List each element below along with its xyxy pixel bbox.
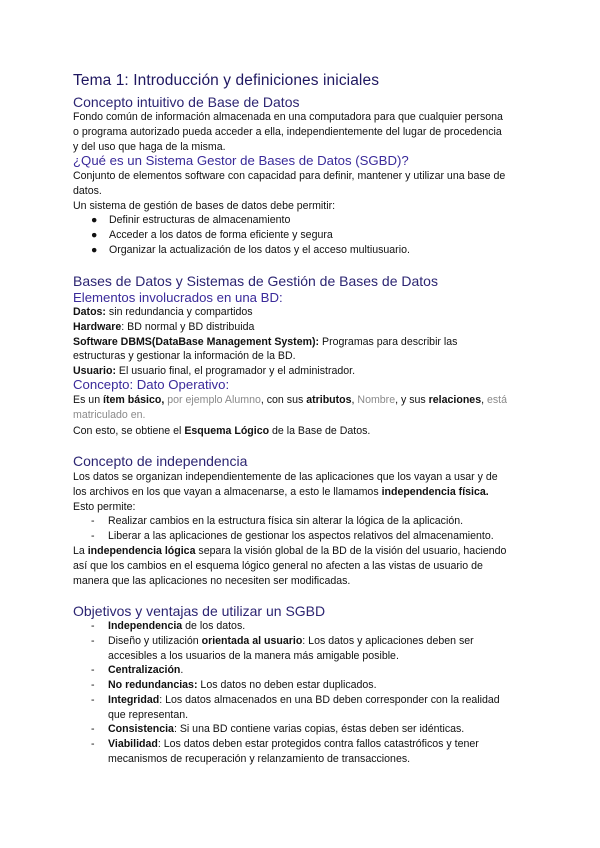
text-line: Es un ítem básico, por ejemplo Alumno, con sus atributos, Nombre, y sus relaciones, está xyxy=(73,394,508,406)
heading-independencia: Concepto de independencia xyxy=(73,453,248,469)
text-line: Hardware: BD normal y BD distribuida xyxy=(73,320,255,333)
text-line: matriculado en. xyxy=(73,408,146,421)
text-line: Con esto, se obtiene el Esquema Lógico de la Base de Datos. xyxy=(73,424,371,437)
text-line: Datos: sin redundancia y compartidos xyxy=(73,306,253,318)
page-title: Tema 1: Introducción y definiciones iniciales xyxy=(73,72,380,89)
text-line: Conjunto de elementos software con capacidad para definir, mantener y utilizar una base de xyxy=(73,170,506,182)
dash-icon: - xyxy=(91,738,95,750)
dash-icon: - xyxy=(91,635,95,647)
text-line: Un sistema de gestión de bases de datos debe permitir: xyxy=(73,199,336,212)
objetivo-item: - No redundancias: Los datos no deben estar duplicados. xyxy=(91,679,377,691)
paragraph-independencia-logica xyxy=(73,544,506,588)
objetivo-item: - Independencia de los datos. xyxy=(91,620,246,632)
text-line: Los datos se organizan independientemente de las aplicaciones que los vayan a usar y de xyxy=(73,471,498,483)
heading-que-es-sgbd: ¿Qué es un Sistema Gestor de Bases de Datos (SGBD)? xyxy=(73,153,409,168)
dash-icon: - xyxy=(91,723,95,735)
heading-dato-operativo: Concepto: Dato Operativo: xyxy=(73,377,230,392)
bullet-icon: ● xyxy=(91,214,98,226)
dash-icon: - xyxy=(91,530,95,542)
dash-item: - Liberar a las aplicaciones de gestionar los aspectos relativos del almacenamiento. xyxy=(91,530,494,542)
heading-objetivos: Objetivos y ventajas de utilizar un SGBD xyxy=(73,603,326,619)
text-line: Software DBMS(DataBase Management System): Programas para describir las xyxy=(73,335,458,348)
dash-item: - Realizar cambios en la estructura física sin alterar la lógica de la aplicación. xyxy=(91,515,464,527)
elementos-list xyxy=(73,305,457,379)
text-line: los archivos en los que vayan a almacenarse, a esto le llamamos independencia física. xyxy=(73,485,489,498)
objetivo-item: - Integridad: Los datos almacenados en una BD deben corresponder con la realidad que representan. xyxy=(91,694,500,721)
paragraph-independencia xyxy=(73,470,498,514)
bullet-item: ● Organizar la actualización de los datos y el acceso multiusuario. xyxy=(91,244,410,256)
text-line: La independencia lógica separa la visión global de la BD de la visión del usuario, haciendo xyxy=(73,545,507,557)
text-line: y del uso que haga de la misma. xyxy=(73,140,226,153)
objetivo-item: - Centralización. xyxy=(91,664,184,676)
text-line: así que los cambios en el esquema lógico general no afecten a las vistas de usuario de xyxy=(73,559,483,572)
dash-icon: - xyxy=(91,694,95,706)
objetivo-item: - Consistencia: Si una BD contiene varias copias, éstas deben ser idénticas. xyxy=(91,723,465,735)
paragraph-definicion-bd xyxy=(73,110,503,154)
text-line: Usuario: El usuario final, el programador y el administrador. xyxy=(73,365,356,378)
dash-icon: - xyxy=(91,679,95,691)
dash-icon: - xyxy=(91,620,95,632)
paragraph-sgbd xyxy=(73,169,505,213)
bullet-item: ● Acceder a los datos de forma eficiente y segura xyxy=(91,229,333,241)
heading-concepto-intuitivo: Concepto intuitivo de Base de Datos xyxy=(73,94,300,110)
bullet-icon: ● xyxy=(91,229,98,241)
paragraph-dato-operativo xyxy=(73,393,507,438)
text-line: o programa autorizado pueda acceder a ella, independientemente del lugar de procedencia xyxy=(73,125,502,138)
text-line: Esto permite: xyxy=(73,500,136,513)
text-line: manera que las aplicaciones no necesiten ser modificadas. xyxy=(73,574,351,587)
objetivo-item: - Diseño y utilización orientada al usuario: Los datos y aplicaciones deben ser accesibles a los usuarios de la manera más amigable posible. xyxy=(91,635,474,662)
dash-icon: - xyxy=(91,515,95,527)
text-line: estructuras y gestionar la información de la BD. xyxy=(73,350,296,363)
heading-elementos: Elementos involucrados en una BD: xyxy=(73,290,283,305)
dash-icon: - xyxy=(91,664,95,676)
text-line: datos. xyxy=(73,184,102,197)
bullet-item: ● Definir estructuras de almacenamiento xyxy=(91,214,291,226)
heading-bd-y-sgbd: Bases de Datos y Sistemas de Gestión de Bases de Datos xyxy=(73,273,438,289)
objetivo-item: - Viabilidad: Los datos deben estar protegidos contra fallos catastróficos y tener mecanismos de recuperación y relanzamiento de transacciones. xyxy=(91,738,479,765)
bullet-icon: ● xyxy=(91,244,98,256)
text-line: Fondo común de información almacenada en una computadora para que cualquier persona xyxy=(73,111,503,123)
